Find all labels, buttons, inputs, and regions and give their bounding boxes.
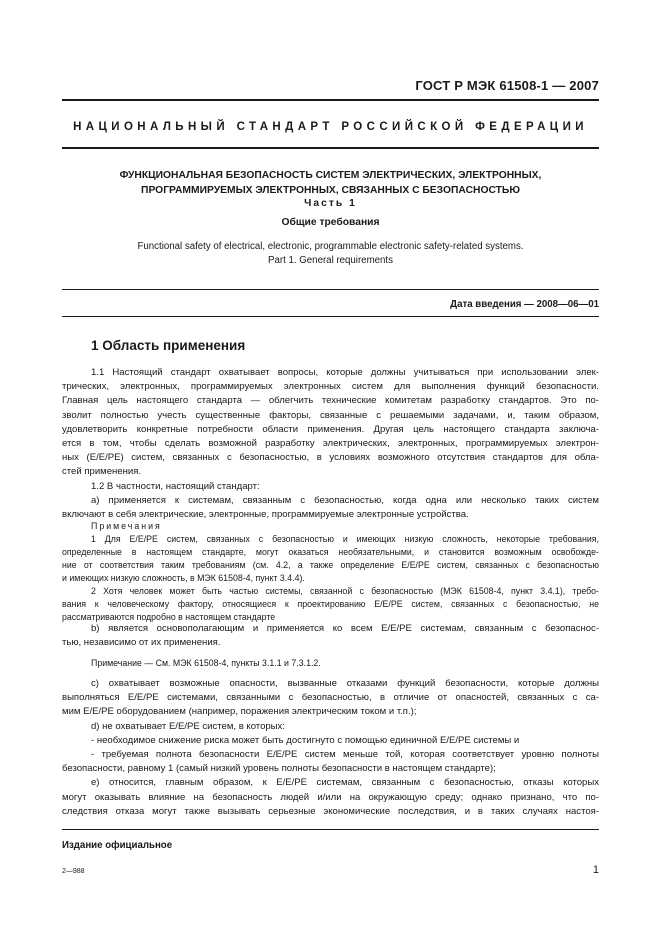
title-line-1: ФУНКЦИОНАЛЬНАЯ БЕЗОПАСНОСТЬ СИСТЕМ ЭЛЕКТРИЧЕСКИХ, ЭЛЕКТРОННЫХ,	[119, 170, 542, 181]
title-rule	[62, 289, 599, 290]
body-line: выполняться Е/Е/РЕ системами, связанными с безопасностью, в отличие от опасностей, связанных с са-	[62, 692, 599, 704]
body-line: Главная цель настоящего стандарта — облегчить технические комитетам разработку стандартов. Это по-	[62, 395, 599, 407]
section-body-c	[62, 677, 599, 819]
note-line: определенные в настоящем стандарте, могут оказаться необязательными, и становится возможным освобожде-	[62, 547, 599, 557]
body-line: 1.2 В частности, настоящий стандарт:	[91, 480, 260, 492]
header-rule	[62, 99, 599, 101]
part-label: Часть 1	[304, 198, 357, 209]
body-line: d) не охватывает Е/Е/РЕ систем, в которых:	[91, 720, 285, 732]
note-line: рассматриваются подробно в настоящем стандарте	[62, 612, 276, 622]
note-single	[62, 657, 599, 670]
body-line: - требуемая полнота безопасности Е/Е/РЕ систем меньше той, которая соответствует уровню полноты	[91, 749, 599, 761]
introduction-date: Дата введения — 2008—06—01	[450, 299, 599, 310]
notes-block	[62, 520, 599, 624]
body-line: с) охватывает возможные опасности, вызванные отказами функций безопасности, которые должны	[91, 678, 599, 689]
body-line: следствия отказа могут также вызывать серьезные экономические последствия, и в таких случаях настоя-	[62, 805, 599, 817]
note-line: 2 Хотя человек может быть частью системы, связанной с безопасностью (МЭК 61508-4, пункт 3.4.1), требо-	[91, 586, 599, 596]
body-line: включают в себя электрические, электронные, программируемые электронные устройства.	[62, 509, 469, 521]
section-body-b	[62, 622, 599, 650]
body-line: - необходимое снижение риска может быть достигнуто с помощью единичной Е/Е/РЕ системы и	[91, 734, 520, 746]
english-title-line-2: Part 1. General requirements	[268, 255, 393, 266]
national-standard-banner: НАЦИОНАЛЬНЫЙ СТАНДАРТ РОССИЙСКОЙ ФЕДЕРАЦИИ	[73, 121, 588, 133]
banner-rule	[62, 147, 599, 149]
note-line: Примечание — См. МЭК 61508-4, пункты 3.1.1 и 7.3.1.2.	[91, 658, 321, 668]
title-line-2: ПРОГРАММИРУЕМЫХ ЭЛЕКТРОННЫХ, СВЯЗАННЫХ С БЕЗОПАСНОСТЬЮ	[141, 185, 520, 196]
body-line: ных (Е/Е/РЕ) систем, связанных с безопасностью, в условиях возможного отсутствия стандартов для обла-	[62, 452, 599, 464]
body-line: мим Е/Е/РЕ оборудованием (например, поражения электрическим током и т.п.);	[62, 706, 417, 718]
standard-code: ГОСТ Р МЭК 61508-1 — 2007	[415, 78, 599, 93]
section-heading: 1 Область применения	[91, 338, 246, 353]
body-line: 1.1 Настоящий стандарт охватывает вопросы, которые должны учитываться при использовании элек-	[91, 367, 599, 378]
body-line: зволит полностью учесть существенные факторы, связанные с решаемыми задачами, и, таким образом,	[62, 409, 599, 421]
document-title	[62, 168, 599, 198]
body-line: b) является основополагающим и применяется ко всем Е/Е/РЕ системам, связанным с безопаснос-	[91, 623, 599, 634]
note-line: вания к человеческому фактору, относящиеся к проектированию Е/Е/РЕ систем, связанных с безопасностью, не	[62, 599, 599, 609]
english-title-line-1: Functional safety of electrical, electronic, programmable electronic safety-related systems.	[137, 241, 524, 252]
date-rule	[62, 316, 599, 317]
note-line: и имеющих низкую сложность, в МЭК 61508-4, пункт 3.4.4).	[62, 573, 305, 583]
official-edition-label: Издание официальное	[62, 840, 173, 851]
english-title	[62, 240, 599, 268]
body-line: a) применяется к системам, связанным с безопасностью, когда одна или несколько таких систем	[91, 494, 599, 506]
body-line: ется в том, чтобы сделать возможной разработку электрических, электронных, программируемых электрон-	[62, 438, 599, 450]
body-line: стей применения.	[62, 466, 142, 478]
notes-heading: Примечания	[91, 521, 162, 531]
document-subtitle: Общие требования	[281, 217, 380, 228]
print-code: 2—988	[62, 868, 85, 875]
body-line: могут оказывать влияние на безопасность людей и/или на окружающую среду; однако признано, что по-	[62, 791, 599, 803]
body-line: удовлетворить конкретные потребности области применения. Другая цель настоящего стандарта заключа-	[62, 423, 599, 435]
section-body	[62, 366, 599, 522]
body-line: е) относится, главным образом, к Е/Е/РЕ системам, связанным с безопасностью, отказы которых	[91, 777, 599, 789]
body-line: безопасности, равному 1 (самый низкий уровень полноты безопасности в настоящем стандарте);	[62, 763, 496, 775]
body-line: трических, электронных, программируемых электронных систем для выполнения функций безопасности.	[62, 381, 599, 393]
footer-rule	[62, 829, 599, 830]
page-number: 1	[592, 864, 599, 876]
note-line: ние от соответствия таким требованиям (см. 4.2, а также определение Е/Е/РЕ систем, связанных с безопасностью	[62, 560, 599, 570]
note-line: 1 Для Е/Е/РЕ систем, связанных с безопасностью и имеющих низкую сложность, некоторые требования,	[91, 534, 599, 544]
body-line: тью, независимо от их применения.	[62, 637, 221, 649]
